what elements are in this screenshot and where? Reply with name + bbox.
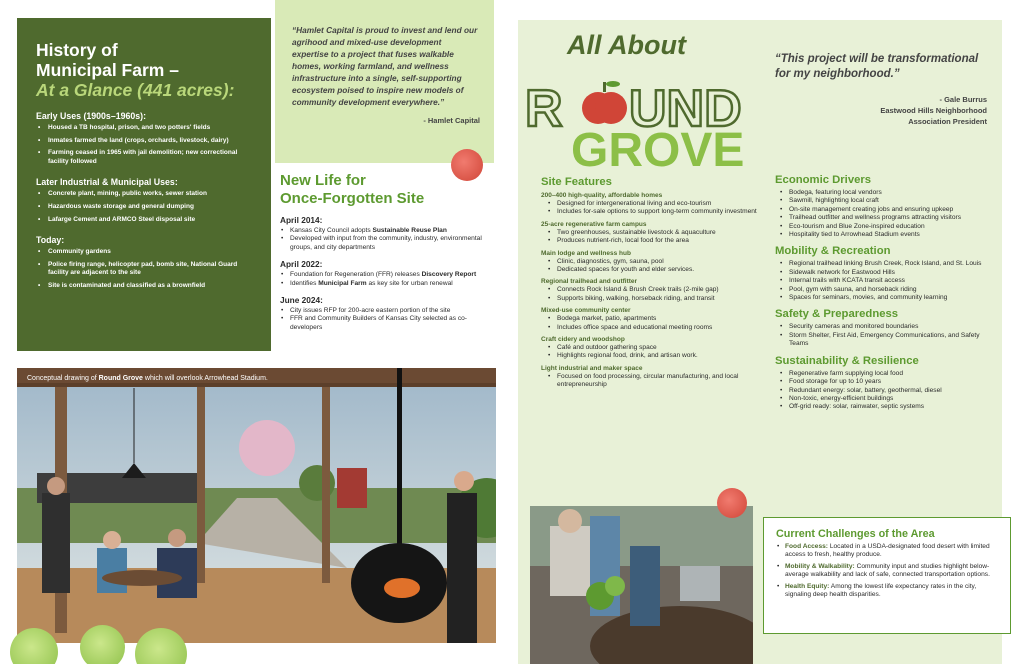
timeline-item-bold: Sustainable Reuse Plan	[372, 227, 447, 234]
new-life-title-line1: New Life for	[280, 172, 366, 189]
timeline-item-text: Foundation for Regeneration (FFR) releases	[290, 271, 422, 279]
current-challenges-box	[763, 517, 1011, 634]
challenges-list	[776, 543, 1000, 599]
hamlet-quote-box	[275, 0, 494, 163]
timeline-item-bold: Municipal Farm	[318, 279, 367, 287]
feature-list-item: • Supports biking, walking, horseback riding, and transit	[547, 295, 759, 303]
challenge-item	[776, 583, 1000, 600]
feature-list	[541, 200, 759, 217]
feature-group-heading: Mixed-use community center	[541, 307, 631, 315]
history-list-item: • Housed a TB hospital, prison, and two potters' fields	[36, 124, 255, 133]
timeline-item	[280, 315, 495, 332]
photo-caption-post: which will overlook Arrowhead Stadium.	[142, 375, 268, 382]
feature-list	[541, 258, 759, 275]
feature-group-heading: Regional trailhead and outfitter	[541, 278, 638, 286]
gardening-photo	[530, 506, 753, 664]
logo-grove: GROVE	[571, 124, 745, 174]
right-section-item: • Bodega, featuring local vendors	[779, 189, 990, 197]
feature-list	[541, 373, 759, 390]
feature-list-item: • Focused on food processing, circular manufacturing, and local entrepreneurship	[547, 373, 759, 390]
right-section-item: • Hospitality tied to Arrowhead Stadium events	[779, 231, 990, 239]
right-section-item: • Off-grid ready: solar, rainwater, septic systems	[779, 403, 990, 411]
right-section-item: • Security cameras and monitored boundaries	[779, 323, 990, 331]
history-list	[36, 248, 255, 290]
challenge-text: Among the lowest life expectancy rates in the city, signaling deep health disparities.	[785, 582, 977, 599]
conceptual-drawing-image	[17, 368, 496, 643]
right-section-title: Safety & Preparedness	[775, 308, 899, 321]
timeline-date: April 2014:	[280, 215, 323, 225]
history-list	[36, 124, 255, 166]
round-grove-logo	[521, 34, 751, 174]
resident-name: - Gale Burrus	[939, 95, 987, 104]
right-section-item: • Pool, gym with sauna, and horseback riding	[779, 286, 990, 294]
right-section-item: • Internal trails with KCATA transit access	[779, 277, 990, 285]
timeline-item-text-end: as key site for urban renewal	[366, 279, 453, 287]
right-section-item: • Eco-tourism and Blue Zone-inspired education	[779, 223, 990, 231]
patio-scene-illustration	[17, 368, 496, 643]
challenge-label: Food Access:	[785, 543, 828, 550]
right-section-item: • Spaces for seminars, movies, and community learning	[779, 294, 990, 302]
feature-list-item: • Highlights regional food, drink, and artisan work.	[547, 352, 759, 360]
right-section-item: • Sidewalk network for Eastwood Hills	[779, 269, 990, 277]
feature-list	[541, 286, 759, 303]
new-life-title	[280, 172, 495, 208]
right-section-item: • Storm Shelter, First Aid, Emergency Communications, and Safety Teams	[779, 332, 990, 349]
timeline-item-text: Identifies	[290, 279, 319, 287]
lettuce-image	[80, 625, 125, 664]
right-section-item: • Regional trailhead linking Brush Creek, Rock Island, and St. Louis	[779, 260, 990, 268]
feature-list-item: • Café and outdoor gathering space	[547, 344, 759, 352]
feature-group-heading: Main lodge and wellness hub	[541, 249, 631, 257]
timeline-date: April 2022:	[280, 259, 323, 270]
feature-group-heading: Craft cidery and woodshop	[541, 336, 625, 344]
timeline-list	[280, 307, 495, 332]
right-section-list	[775, 189, 990, 239]
timeline-item	[280, 227, 495, 235]
timeline-list	[280, 271, 495, 288]
right-section-title: Mobility & Recreation	[775, 245, 891, 258]
history-section-heading: Later Industrial & Municipal Uses:	[36, 177, 178, 188]
history-list-item: • Site is contaminated and classified as a brownfield	[36, 282, 255, 291]
right-section-item: • Regenerative farm supplying local food	[779, 370, 990, 378]
photo-caption	[27, 375, 268, 382]
feature-list	[541, 344, 759, 361]
right-section-item: • Non-toxic, energy-efficient buildings	[779, 395, 990, 403]
right-section-list	[775, 260, 990, 302]
history-list-item: • Farming ceased in 1965 with jail demolition; new correctional facility followed	[36, 149, 255, 166]
history-list-item: • Concrete plant, mining, public works, sewer station	[36, 190, 255, 199]
history-section-heading: Today:	[36, 235, 65, 246]
new-life-title-line2: Once-Forgotten Site	[280, 190, 425, 207]
timeline-item-text: FFR and Community Builders of Kansas City selected as co-developers	[290, 315, 468, 331]
feature-list-item: • Includes for-sale options to support long-term community investment	[547, 208, 759, 216]
site-features-title: Site Features	[541, 176, 612, 188]
hamlet-quote-attribution: - Hamlet Capital	[423, 116, 480, 125]
gardening-scene-illustration	[530, 506, 753, 664]
history-list-item: • Police firing range, helicopter pad, bomb site, National Guard facility are adjacent to the site	[36, 261, 255, 278]
photo-caption-pre: Conceptual drawing of	[27, 375, 99, 382]
challenge-text: Located in a USDA-designated food desert with limited access to fresh, healthy produce.	[785, 543, 990, 559]
right-section-item: • Sawmill, highlighting local craft	[779, 197, 990, 205]
site-features-section	[541, 176, 759, 390]
right-section-item: • Trailhead outfitter and wellness programs attracting visitors	[779, 214, 990, 222]
resident-quote	[775, 52, 987, 127]
all-about-heading: All About	[567, 30, 686, 60]
logo-r: R	[525, 80, 563, 138]
feature-group-heading: 25-acre regenerative farm campus	[541, 220, 647, 228]
history-list	[36, 190, 255, 224]
feature-list-item: • Produces nutrient-rich, local food for the area	[547, 237, 759, 245]
timeline-item	[280, 235, 495, 252]
right-section-list	[775, 323, 990, 348]
timeline-item-text: City issues RFP for 200-acre eastern portion of the site	[290, 307, 451, 315]
logo-und: UND	[629, 80, 742, 138]
history-section-heading: Early Uses (1900s–1960s):	[36, 111, 147, 121]
challenge-label: Mobility & Walkability:	[785, 562, 855, 570]
history-title-line1: History of	[36, 40, 118, 60]
feature-list-item: • Bodega market, patio, apartments	[547, 315, 759, 323]
history-list-item: • Hazardous waste storage and general dumping	[36, 203, 255, 212]
history-title-line3: At a Glance (441 acres):	[36, 80, 235, 100]
challenge-label: Health Equity:	[785, 582, 830, 590]
resident-quote-text: “This project will be transformational for my neighborhood.”	[775, 53, 979, 80]
resident-org-line2: Association President	[908, 117, 987, 126]
history-panel	[17, 18, 271, 351]
timeline-item	[280, 307, 495, 315]
right-column-sections	[775, 174, 990, 412]
history-list-item: • Community gardens	[36, 248, 255, 257]
timeline-item-bold: Discovery Report	[421, 271, 477, 279]
right-section-title: Economic Drivers	[775, 174, 872, 186]
challenge-item	[776, 543, 1000, 560]
right-section-list	[775, 370, 990, 412]
feature-list-item: • Includes office space and educational meeting rooms	[547, 324, 759, 332]
feature-group-heading: Light industrial and maker space	[541, 364, 643, 372]
resident-org-line1: Eastwood Hills Neighborhood	[880, 106, 987, 115]
new-life-section	[280, 172, 495, 362]
timeline-item-text: Developed with input from the community, industry, environmental groups, and city departments	[290, 235, 482, 251]
feature-list	[541, 229, 759, 246]
right-section-item: • Redundant energy: solar, battery, geothermal, diesel	[779, 387, 990, 395]
history-list-item: • Lafarge Cement and ARMCO Steel disposal site	[36, 216, 255, 225]
timeline-list	[280, 227, 495, 252]
challenge-item	[776, 563, 1000, 580]
history-list-item: • Inmates farmed the land (crops, orchards, livestock, dairy)	[36, 137, 255, 146]
right-section-item: • On-site management creating jobs and ensuring upkeep	[779, 206, 990, 214]
feature-group-heading: 200–400 high-quality, affordable homes	[541, 192, 663, 199]
feature-list	[541, 315, 759, 332]
right-section-item: • Food storage for up to 10 years	[779, 378, 990, 386]
feature-list-item: • Dedicated spaces for youth and elder services.	[547, 266, 759, 274]
hamlet-quote-text: “Hamlet Capital is proud to invest and lend our agrihood and mixed-use development expertise to a project that fuses walkable homes, working farmland, and wellness infrastructure into a single, self-supporting ecosystem poised to inspire new models of community development everywhere.”	[292, 25, 478, 107]
feature-list-item: • Connects Rock Island & Brush Creek trails (2-mile gap)	[547, 286, 759, 294]
apple-icon	[582, 81, 627, 124]
feature-list-item: • Clinic, diagnostics, gym, sauna, pool	[547, 258, 759, 266]
history-title	[36, 40, 255, 100]
photo-caption-bold: Round Grove	[98, 375, 143, 382]
feature-list-item: • Designed for intergenerational living and eco-tourism	[547, 200, 759, 208]
feature-list-item: • Two greenhouses, sustainable livestock & aquaculture	[547, 229, 759, 237]
challenges-title: Current Challenges of the Area	[776, 528, 935, 540]
challenge-text: Community input and studies highlight below-average walkability and lack of safe, connected transportation options.	[785, 562, 990, 579]
timeline-item-text: Kansas City Council adopts	[290, 227, 373, 234]
history-title-line2: Municipal Farm –	[36, 60, 179, 80]
timeline-item	[280, 271, 495, 279]
timeline-item	[280, 280, 495, 288]
timeline-date: June 2024:	[280, 295, 323, 306]
timeline	[280, 215, 495, 332]
right-section-title: Sustainability & Resilience	[775, 354, 919, 367]
raspberry-image	[717, 488, 747, 518]
history-sections	[36, 111, 255, 291]
site-features-groups	[541, 192, 759, 390]
resident-quote-attribution	[775, 94, 987, 127]
